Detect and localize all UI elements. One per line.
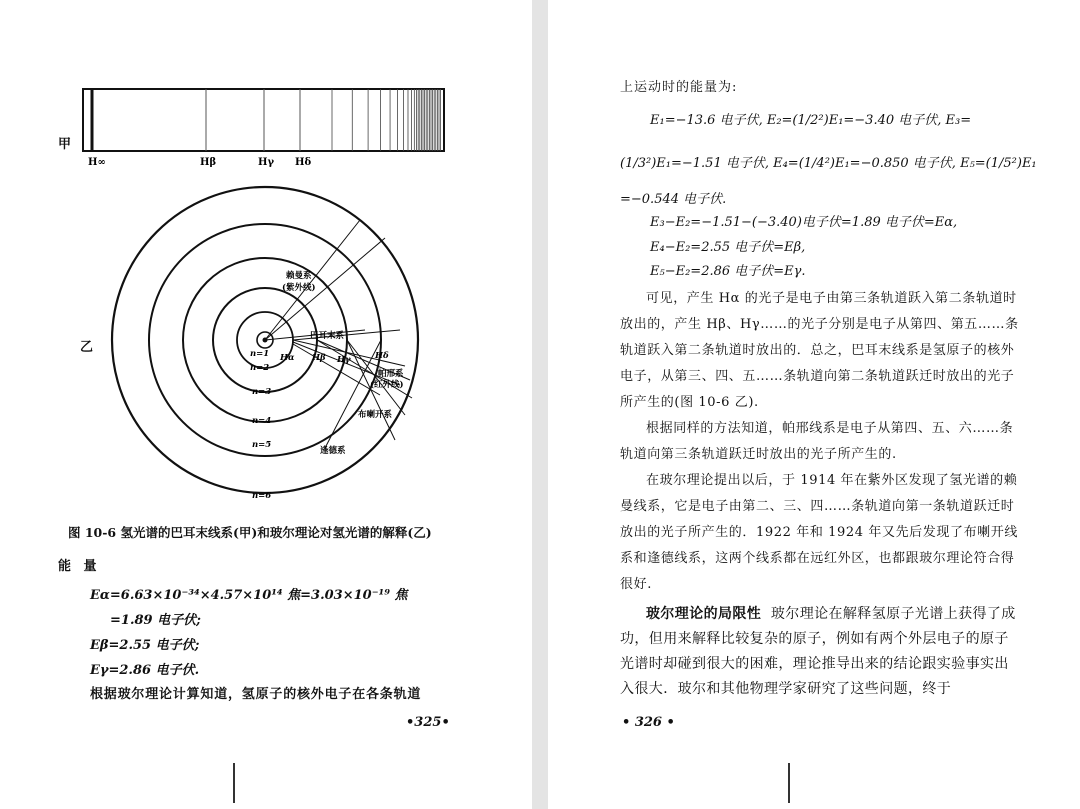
bohr-orbit-diagram bbox=[100, 180, 420, 510]
spectrum-label-h-delta: Hδ bbox=[295, 157, 312, 168]
line-label-h-delta: Hδ bbox=[375, 351, 389, 361]
orbit-label-n1: n=1 bbox=[250, 349, 270, 359]
orbit-label-n2: n=2 bbox=[250, 363, 270, 373]
energy-diff-1: E₃−E₂=−1.51−(−3.40)电子伏=1.89 电子伏=Eα, bbox=[650, 215, 958, 230]
line-label-h-gamma: Hγ bbox=[337, 355, 351, 365]
left-page bbox=[0, 0, 532, 809]
energy-diff-3: E₅−E₂=2.86 电子伏=Eγ. bbox=[650, 264, 806, 279]
right-line-1: 上运动时的能量为: bbox=[620, 80, 738, 95]
balmer-spectrum-figure bbox=[82, 88, 446, 170]
energy-equation-line-1: E₁=−13.6 电子伏, E₂=(1/2²)E₁=−3.40 电子伏, E₃= bbox=[650, 113, 972, 128]
line-label-h-alpha: Hα bbox=[280, 353, 295, 363]
last-line-left: 根据玻尔理论计算知道，氢原子的核外电子在各条轨道 bbox=[90, 687, 422, 702]
page-mark-right bbox=[788, 763, 790, 803]
right-page bbox=[548, 0, 1080, 809]
energy-equation-line-3: =−0.544 电子伏. bbox=[620, 192, 727, 207]
figure-label-yi: 乙 bbox=[80, 340, 94, 355]
series-label-lyman-sub: (紫外线) bbox=[282, 283, 316, 293]
paragraph-paschen: 根据同样的方法知道，帕邢线系是电子从第四、五、六……条轨道向第三条轨道跃迁时放出的光子所产生的. bbox=[620, 421, 1014, 462]
spectrum-label-h-gamma: Hγ bbox=[258, 157, 275, 168]
equation-e-gamma: Eγ=2.86 电子伏. bbox=[90, 663, 200, 678]
energy-diff-2: E₄−E₂=2.55 电子伏=Eβ, bbox=[650, 240, 806, 255]
page-number-left: •325• bbox=[406, 715, 450, 730]
figure-caption: 图 10-6 氢光谱的巴耳末线系(甲)和玻尔理论对氢光谱的解释(乙) bbox=[68, 525, 432, 540]
paragraph-bohr-limitations bbox=[620, 602, 1022, 702]
limitations-text: 玻尔理论在解释氢原子光谱上获得了成功，但用来解释比较复杂的原子，例如有两个外层电子的原子光谱时却碰到很大的困难，理论推导出来的结论跟实验事实出入很大．玻尔和其他物理学家研究了这些问题，终于 bbox=[620, 606, 1016, 697]
page-mark-left bbox=[233, 763, 235, 803]
equation-e-alpha-ev: =1.89 电子伏; bbox=[110, 613, 201, 628]
limitations-heading: 玻尔理论的局限性 bbox=[646, 606, 762, 622]
equation-e-beta: Eβ=2.55 电子伏; bbox=[90, 638, 200, 653]
series-label-balmer: 巴耳末系 bbox=[310, 331, 345, 341]
series-label-pfund: 逢德系 bbox=[320, 446, 346, 456]
equation-e-alpha: Eα=6.63×10⁻³⁴×4.57×10¹⁴ 焦=3.03×10⁻¹⁹ 焦 bbox=[90, 588, 408, 603]
series-label-paschen-sub: (红外线) bbox=[370, 380, 404, 390]
orbit-label-n6: n=6 bbox=[252, 491, 272, 501]
series-label-lyman: 赖曼系 bbox=[286, 271, 312, 281]
series-label-paschen: 帕邢系 bbox=[378, 369, 404, 379]
series-label-brackett: 布喇开系 bbox=[358, 410, 393, 420]
energy-heading: 能 量 bbox=[58, 559, 101, 574]
page-number-right: • 326 • bbox=[622, 715, 675, 730]
orbit-label-n4: n=4 bbox=[252, 416, 272, 426]
paragraph-balmer-explanation: 可见，产生 Hα 的光子是电子由第三条轨道跃入第二条轨道时放出的，产生 Hβ、Hγ……的光子分别是电子从第四、第五……条轨道跃入第二条轨道时放出的．总之，巴耳末线系是氢原子的核外电子，从第三、四、五……条轨道向第二条轨道跃迁时放出的光子所产生的(图 10-6 乙). bbox=[620, 291, 1019, 410]
orbit-label-n3: n=3 bbox=[252, 387, 272, 397]
spectrum-label-h-infinity: H∞ bbox=[88, 157, 106, 168]
line-label-h-beta: Hβ bbox=[312, 353, 326, 363]
paragraph-lyman-discovery: 在玻尔理论提出以后，于 1914 年在紫外区发现了氢光谱的赖曼线系，它是电子由第二、三、四……条轨道向第一条轨道跃迁时放出的光子所产生的．1922 年和 1924 年又先后发现了布喇开线系和逢德线系，这两个线系都在远红外区，也都跟玻尔理论符合得很好. bbox=[620, 473, 1018, 592]
spectrum-label-h-beta: Hβ bbox=[200, 157, 217, 168]
orbit-label-n5: n=5 bbox=[252, 440, 272, 450]
energy-equation-line-2: (1/3²)E₁=−1.51 电子伏, E₄=(1/4²)E₁=−0.850 电子伏, E₅=(1/5²)E₁ bbox=[620, 156, 1037, 171]
figure-label-jia: 甲 bbox=[58, 137, 72, 152]
